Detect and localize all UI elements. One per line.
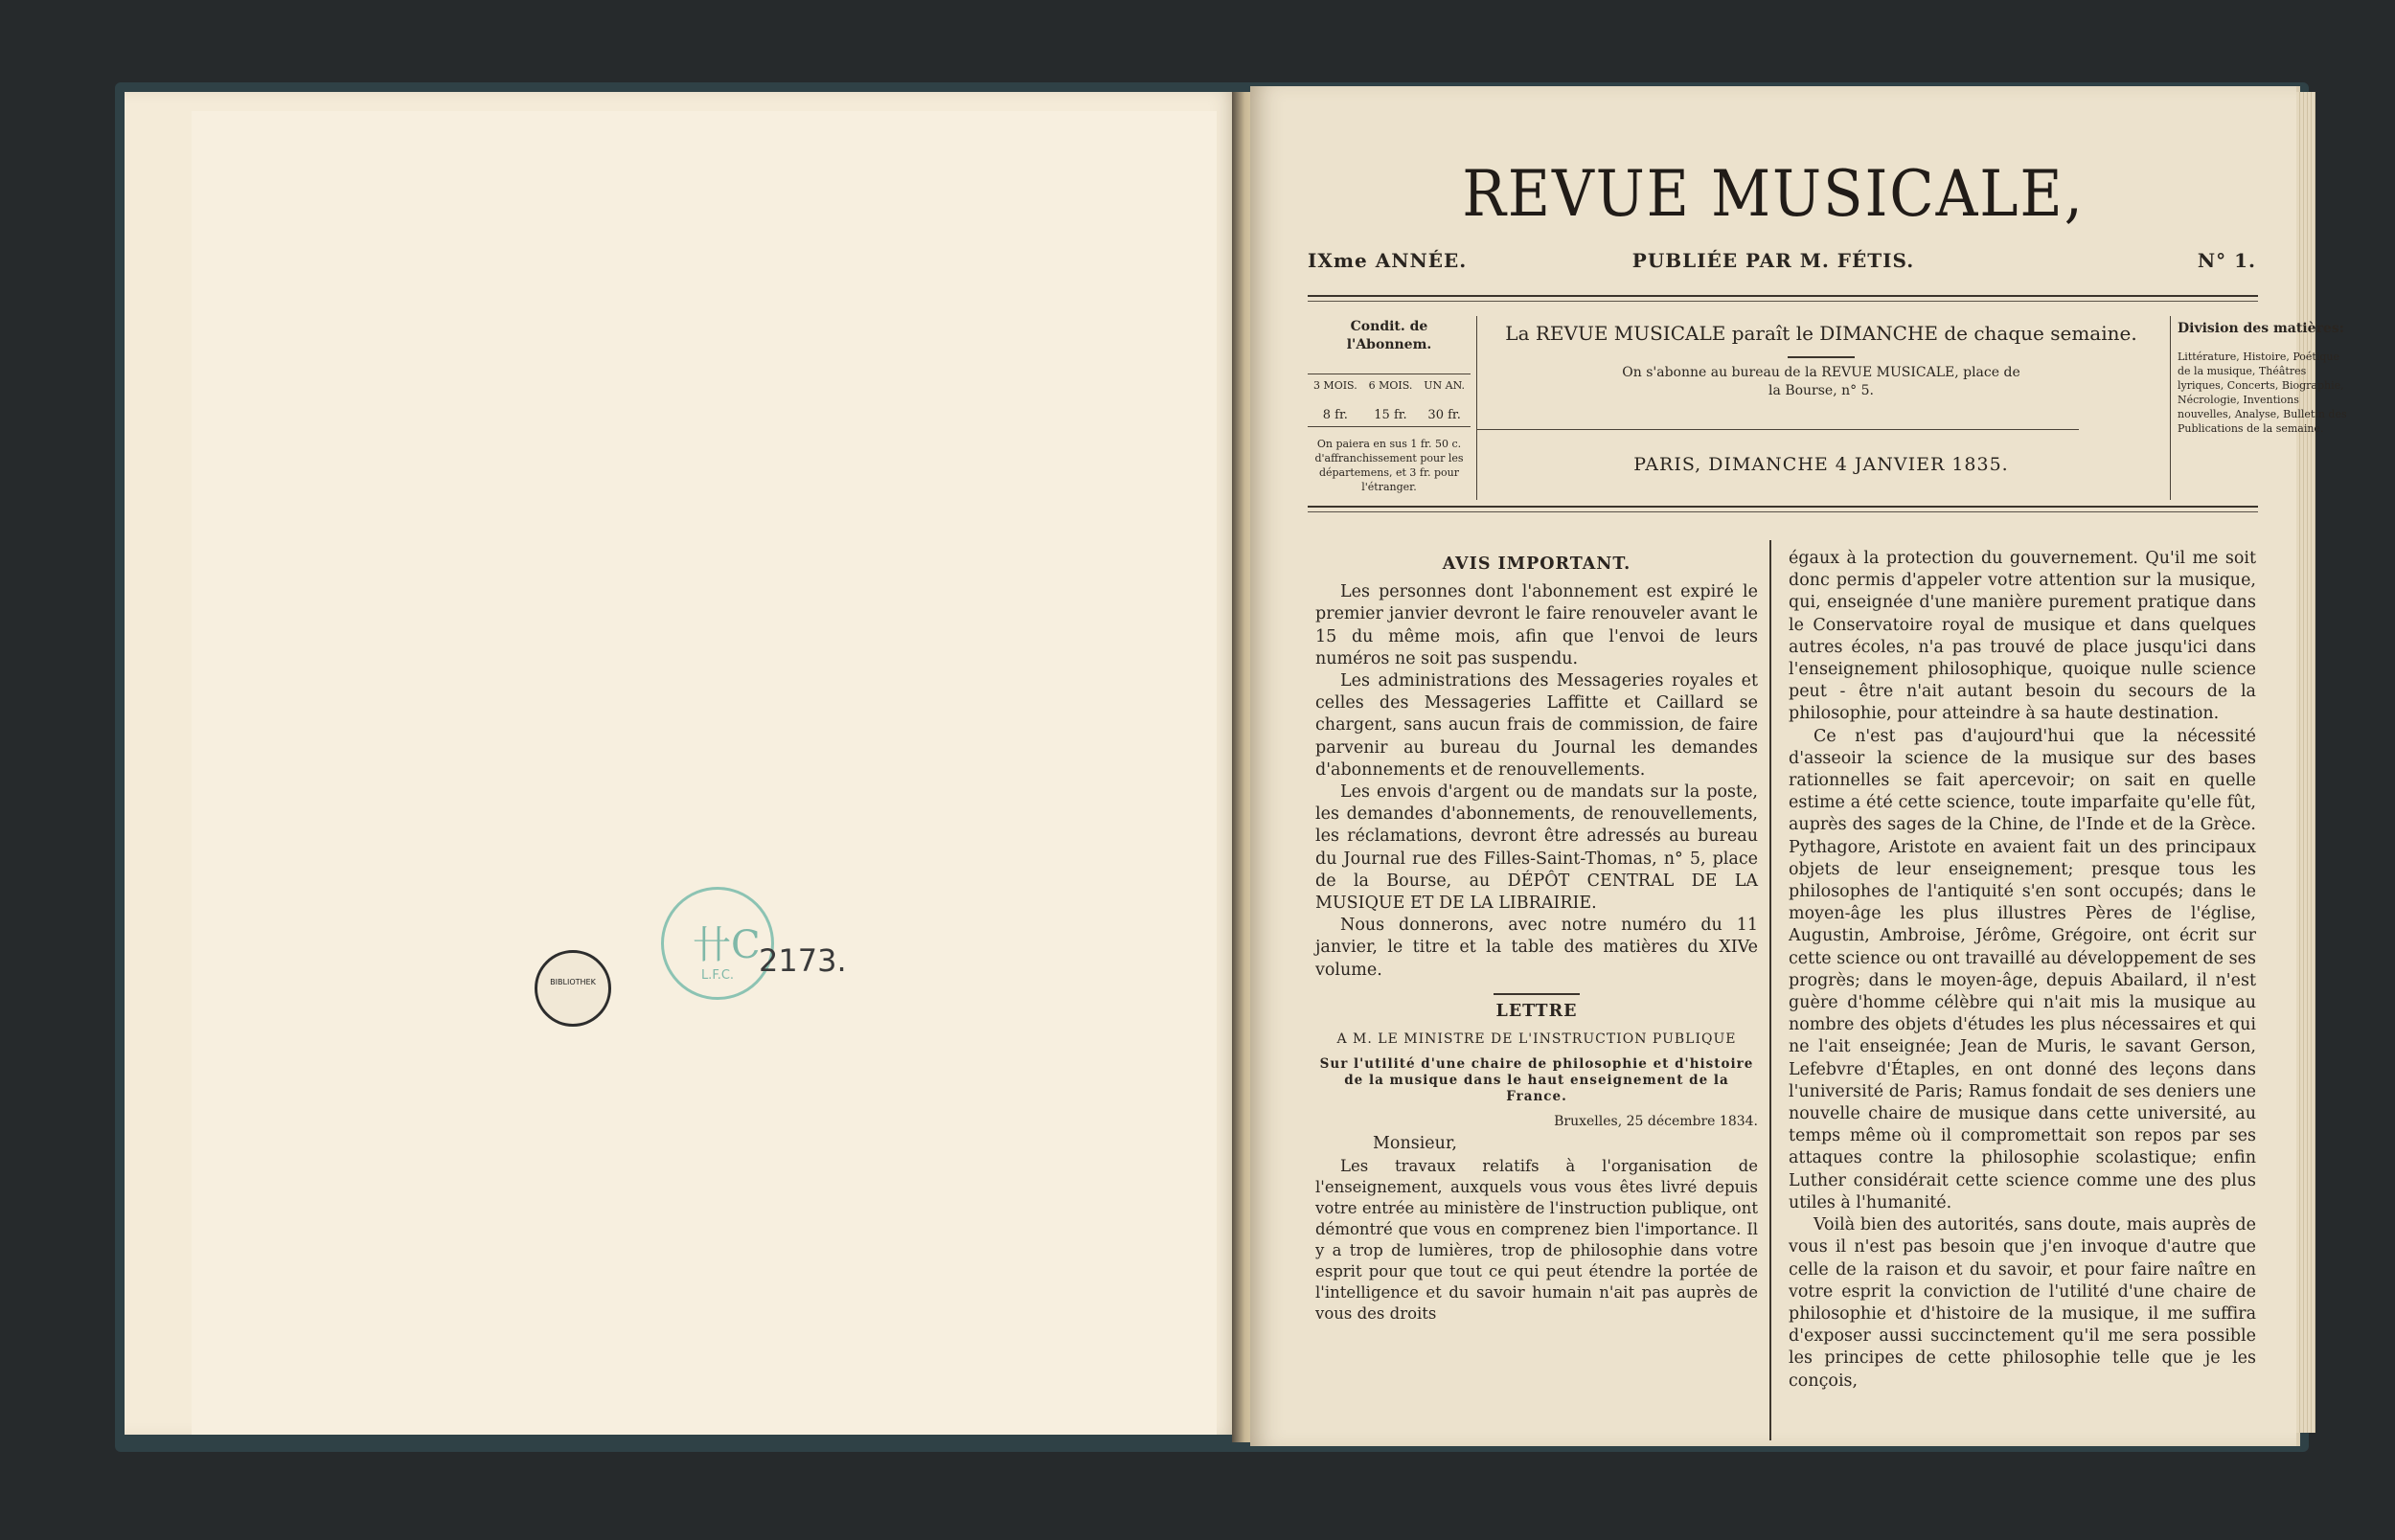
publication-info [1486, 322, 2156, 400]
avis-title: AVIS IMPORTANT. [1442, 555, 1631, 574]
right-paragraph-2: Ce n'est pas d'aujourd'hui que la nécessité d'asseoir la science de la musique sur des bases rationnelles se fait apercevoir; on sait en quelle estime a été cette science, toute imparfaite qu'elle fût, auprès des sages de la Chine, de l'Inde et de la Grèce. Pythagore, Aristote en avaient fait un des principaux objets de leur enseignement; presque tous les philosophes de l'antiquité s'en sont occupés; dans le moyen-âge les plus illustres Pères de l'église, Augustin, Ambroise, Jérôme, Grégoire, ont écrit sur cette science ou ont travaillé au développement de ses progrès; dans le moyen-âge, depuis Abailard, il n'est guère d'homme célèbre qui n'ait mis la musique au nombre des objets d'études les plus nécessaires et qui ne l'ait enseignée; Jean de Muris, le savant Gerson, Lefebvre d'Étaples, en ont donné des leçons dans l'université de Paris; Ramus fondait de ses deniers une nouvelle chaire de musique dans cette université, au temps même où il compromettait son repos par ses attaques contre la philosophie scolastique; enfin Luther considérait cette science comme une des plus utiles à l'humanité. [1789, 726, 2256, 1212]
info-box [1308, 316, 2347, 500]
publiee-label: PUBLIÉE PAR M. FÉTIS. [1631, 249, 1915, 272]
period-6: 6 MOIS. 15 fr. [1368, 379, 1413, 422]
column-divider [1769, 540, 1771, 1440]
lettre-subject: Sur l'utilité d'une chaire de philosophie et d'histoire de la musique dans le haut enseignement de la France. [1319, 1056, 1754, 1105]
endpaper-left-page [125, 92, 1239, 1435]
division-header: Division des matières: [2178, 321, 2344, 336]
lettre-recipient: A M. LE MINISTRE DE L'INSTRUCTION PUBLIQUE [1336, 1031, 1737, 1048]
ornament [1788, 356, 1855, 358]
stamp-text: BIBLIOTHEK [550, 978, 596, 986]
box-bottom-rule [1308, 506, 2258, 508]
newspaper-page [1250, 86, 2347, 1446]
conditions-header: Condit. de l'Abonnem. [1346, 319, 1432, 352]
masthead-rule-thin [1308, 301, 2258, 302]
library-stamp-dark [535, 950, 611, 1027]
right-paragraph-1: égaux à la protection du gouvernement. Qu'il me soit donc permis d'appeler votre attention sur la musique, qui, enseignée d'une manière purement pratique dans le Conservatoire royal de musique et dans quelques autres écoles, n'a pas trouvé de place jusqu'ici dans l'enseignement philosophique, quoique nulle science peut - être n'ait autant besoin du secours de la philosophie, pour atteindre à sa haute destination. [1789, 549, 2256, 724]
division-body: Littérature, Histoire, Poétique de la musique, Théâtres lyriques, Concerts, Biographie, Nécrologie, Inventions nouvelles, Analyse, Bulletin des Publications de la semaine. [2178, 351, 2347, 435]
conditions-note: On paiera en sus 1 fr. 50 c. d'affranchissement pour les départemens, et 3 fr. pour l'étranger. [1314, 438, 1464, 493]
avis-paragraph-3: Les envois d'argent ou de mandats sur la poste, les demandes d'abonnements, de renouvellements, les réclamations, devront être adressés au bureau du Journal rue des Filles-Saint-Thomas, n° 5, place de la Bourse, au DÉPÔT CENTRAL DE LA MUSIQUE ET DE LA LIBRAIRIE. [1315, 782, 1758, 914]
conditions-table [1308, 374, 1471, 427]
avis-paragraph-2: Les administrations des Messageries royales et celles des Messageries Laffitte et Caillard se chargent, sans aucun frais de commission, de faire parvenir au bureau du Journal les demandes d'abonnements et de renouvellements. [1315, 671, 1758, 780]
box-divider-1 [1476, 316, 1477, 500]
shelfmark: 2173. [759, 942, 847, 979]
right-column [1789, 548, 2256, 1393]
right-paragraph-3: Voilà bien des autorités, sans doute, mais auprès de vous il n'est pas besoin que j'en invoque d'autre que celle de la raison et du savoir, et pour faire naître en votre esprit la conviction de l'utilité d'une chaire de philosophie et d'histoire de la musique, il me suffira d'exposer aussi succinctement qu'il me sera possible les principes de cette philosophie telle que je les conçois, [1789, 1215, 2256, 1391]
stamp2-text: L.F.C. [700, 968, 735, 983]
dateline: PARIS, DIMANCHE 4 JANVIER 1835. [1633, 454, 2009, 475]
lettre-date: Bruxelles, 25 décembre 1834. [1554, 1114, 1758, 1130]
avis-paragraph-1: Les personnes dont l'abonnement est expiré le premier janvier devront le faire renouveler avant le 15 du même mois, afin que l'envoi de leurs numéros ne soit pas suspendu. [1315, 582, 1758, 668]
masthead-rule [1308, 295, 2258, 297]
left-column [1315, 548, 1758, 1325]
library-stamp-green: 卄C L.F.C. [661, 887, 774, 1000]
salutation: Monsieur, [1373, 1134, 1457, 1154]
subscription-address: On s'abonne au bureau de la REVUE MUSICALE, place de la Bourse, n° 5. [1622, 365, 2020, 398]
period-3: 3 MOIS. 8 fr. [1312, 379, 1357, 422]
masthead-title: REVUE MUSICALE, [1462, 157, 2085, 231]
page-edge [2296, 92, 2315, 1433]
lettre-body: Les travaux relatifs à l'organisation de l'enseignement, auxquels vous vous êtes livré depuis votre entrée au ministère de l'instruction publique, ont démontré que vous en comprenez bien l'importance. Il y a trop de lumières, trop de philosophie dans votre esprit pour que tout ce qui peut étendre la portée de l'intelligence et du savoir humain n'ait pas auprès de vous des droits [1315, 1156, 1758, 1323]
annee-label: IXme ANNÉE. [1308, 249, 1468, 272]
subscription-conditions [1308, 318, 1471, 494]
division-matieres [2178, 320, 2350, 436]
endpaper-sheet [192, 111, 1217, 1435]
period-12: UN AN. 30 fr. [1424, 379, 1466, 422]
publication-line: La REVUE MUSICALE paraît le DIMANCHE de chaque semaine. [1505, 322, 2137, 345]
box-inner-rule [1476, 429, 2079, 430]
box-bottom-rule-thin [1308, 511, 2258, 512]
section-rule [1494, 993, 1580, 995]
lettre-title: LETTRE [1495, 1001, 1578, 1021]
box-divider-2 [2170, 316, 2171, 500]
avis-paragraph-4: Nous donnerons, avec notre numéro du 11 janvier, le titre et la table des matières du XIVe volume. [1315, 916, 1758, 980]
issue-number: N° 1. [2197, 249, 2256, 272]
